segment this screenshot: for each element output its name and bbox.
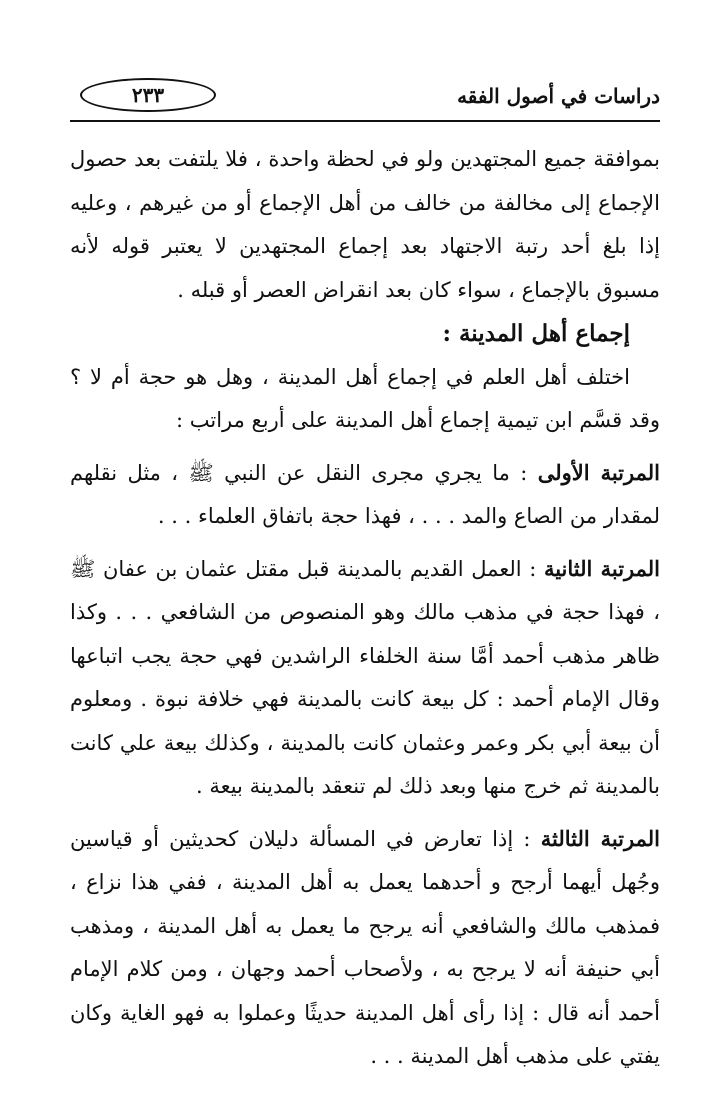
page-number: ٢٣٣ xyxy=(80,78,216,112)
rank-two-label: المرتبة الثانية xyxy=(543,555,660,581)
paragraph-rank-two xyxy=(70,547,660,809)
rank-one-label: المرتبة الأولى xyxy=(537,459,660,485)
page-header xyxy=(70,72,660,120)
rank-one-text: : ما يجري مجرى النقل عن النبي ﷺ ، مثل نقلهم لمقدار من الصاع والمد . . . ، فهذا حجة باتفاق العلماء . . . xyxy=(70,460,660,528)
page-body xyxy=(70,138,660,1079)
rank-three-label: المرتبة الثالثة xyxy=(540,825,660,851)
running-title: دراسات في أصول الفقه xyxy=(457,84,660,108)
paragraph-rank-three xyxy=(70,817,660,1079)
rank-two-text: : العمل القديم بالمدينة قبل مقتل عثمان بن عفان ﷺ ، فهذا حجة في مذهب مالك وهو المنصوص من الشافعي . . . وكذا ظاهر مذهب أحمد أمَّا سنة الخلفاء الراشدين فهي حجة يجب اتباعها وقال الإمام أحمد : كل بيعة كانت بالمدينة فهي خلافة نبوة . ومعلوم أن بيعة أبي بكر وعمر وعثمان كانت بالمدينة ، وكذلك بيعة علي كانت بالمدينة ثم خرج منها وبعد ذلك لم تنعقد بالمدينة بيعة . xyxy=(70,556,660,798)
section-heading: إجماع أهل المدينة : xyxy=(442,320,630,347)
paragraph-ijma-continuation: بموافقة جميع المجتهدين ولو في لحظة واحدة ، فلا يلتفت بعد حصول الإجماع إلى مخالفة من خالف من أهل الإجماع أو من غيرهم ، وعليه إذا بلغ أحد رتبة الاجتهاد بعد إجماع المجتهدين لا يعتبر قوله لأنه مسبوق بالإجماع ، سواء كان بعد انقراض العصر أو قبله . xyxy=(70,147,660,302)
header-divider xyxy=(70,120,660,122)
paragraph-rank-one xyxy=(70,451,660,539)
paragraph-intro: اختلف أهل العلم في إجماع أهل المدينة ، وهل هو حجة أم لا ؟ وقد قسَّم ابن تيمية إجماع أهل المدينة على أربع مراتب : xyxy=(70,364,660,432)
rank-three-text: : إذا تعارض في المسألة دليلان كحديثين أو قياسين وجُهل أيهما أرجح و أحدهما يعمل به أهل المدينة ، ففي هذا نزاع ، فمذهب مالك والشافعي أنه يرجح ما يعمل به أهل المدينة ، ومذهب أبي حنيفة أنه لا يرجح به ، ولأصحاب أحمد وجهان ، ومن كلام الإمام أحمد أنه قال : إذا رأى أهل المدينة حديثًا وعملوا به فهو الغاية وكان يفتي على مذهب أهل المدينة . . . xyxy=(70,826,660,1068)
